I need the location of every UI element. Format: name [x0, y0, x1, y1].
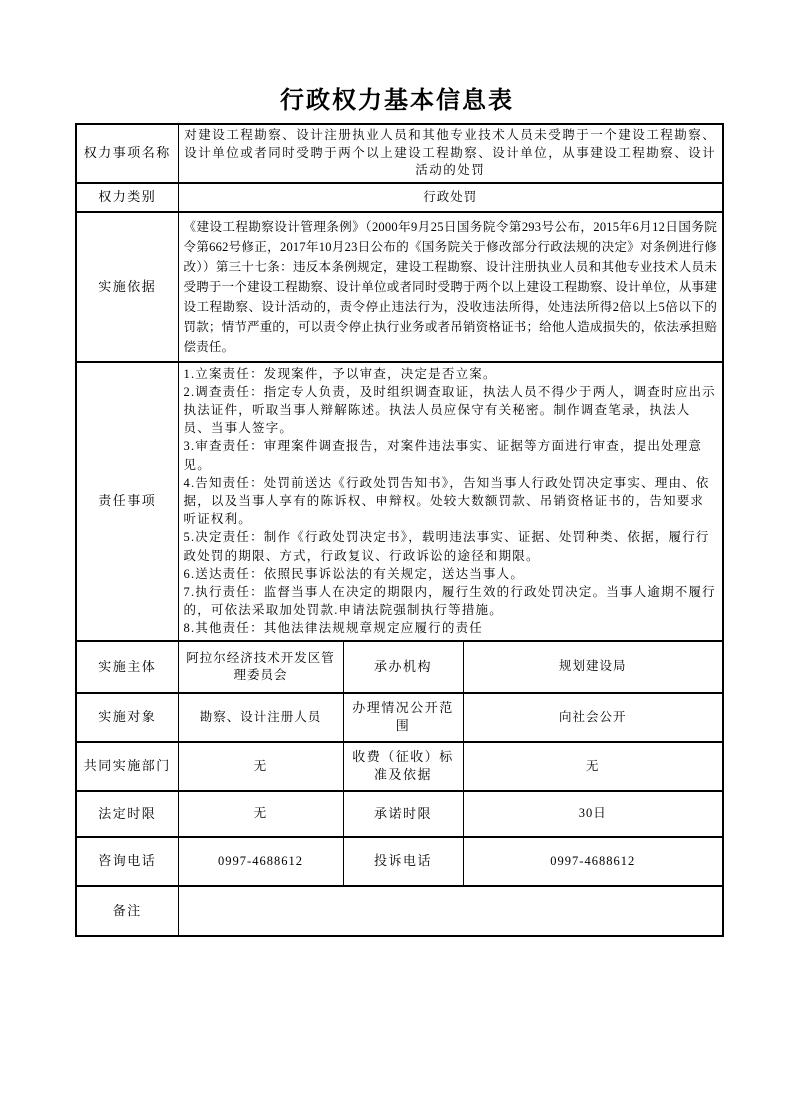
statutory-time-limit-label: 法定时限 [76, 791, 178, 837]
consultation-phone-value: 0997-4688612 [178, 837, 343, 886]
row-phones [76, 837, 723, 886]
responsibility-item-3: 3.审查责任：审理案件调查报告，对案件违法事实、证据等方面进行审查，提出处理意见。 [183, 439, 703, 472]
joint-departments-label: 共同实施部门 [76, 742, 178, 791]
implementation-subject-label: 实施主体 [76, 641, 178, 693]
responsibility-item-4: 4.告知责任：处罚前送达《行政处罚告知书》，告知当事人行政处罚决定事实、理由、依据，以及当事人享有的陈诉权、申辩权。处较大数额罚款、吊销资格证书的，告知要求听证权利。 [183, 475, 710, 527]
implementation-subject-value: 阿拉尔经济技术开发区管理委员会 [178, 641, 343, 693]
joint-departments-value: 无 [178, 742, 343, 791]
power-name-label: 权力事项名称 [76, 124, 178, 183]
responsibility-item-6: 6.送达责任：依照民事诉讼法的有关规定，送达当事人。 [183, 566, 525, 581]
responsibility-item-5: 5.决定责任：制作《行政处罚决定书》，载明违法事实、证据、处罚种类、依据，履行行政处罚的期限、方式，行政复议、行政诉讼的途径和期限。 [183, 530, 710, 563]
row-time-limits [76, 791, 723, 837]
power-category-value: 行政处罚 [178, 183, 723, 212]
responsibility-item-2: 2.调查责任：指定专人负责，及时组织调查取证，执法人员不得少于两人，调查时应出示执法证件，听取当事人辩解陈述。执法人员应保守有关秘密。制作调查笔录，执法人员、当事人签字。 [183, 384, 716, 436]
statutory-time-limit-value: 无 [178, 791, 343, 837]
implementation-object-label: 实施对象 [76, 693, 178, 742]
complaint-phone-value: 0997-4688612 [463, 837, 723, 886]
row-responsibility [76, 362, 723, 641]
responsibility-value [178, 362, 723, 641]
promised-time-limit-label: 承诺时限 [343, 791, 463, 837]
row-implementation-object [76, 693, 723, 742]
responsibility-item-1: 1.立案责任：发现案件，予以审查，决定是否立案。 [183, 366, 497, 381]
remarks-label: 备注 [76, 886, 178, 936]
row-power-name [76, 124, 723, 183]
disclosure-scope-value: 向社会公开 [463, 693, 723, 742]
undertaking-agency-label: 承办机构 [343, 641, 463, 693]
document-title: 行政权力基本信息表 [280, 88, 514, 114]
implementation-object-value: 勘察、设计注册人员 [178, 693, 343, 742]
info-table [75, 123, 724, 937]
responsibility-label: 责任事项 [76, 362, 178, 641]
row-implementation-subject [76, 641, 723, 693]
responsibility-item-8: 8.其他责任：其他法律法规规章规定应履行的责任 [183, 621, 483, 636]
complaint-phone-label: 投诉电话 [343, 837, 463, 886]
consultation-phone-label: 咨询电话 [76, 837, 178, 886]
power-name-value: 对建设工程勘察、设计注册执业人员和其他专业技术人员未受聘于一个建设工程勘察、设计单位或者同时受聘于两个以上建设工程勘察、设计单位，从事建设工程勘察、设计活动的处罚 [178, 124, 723, 183]
implementation-basis-label: 实施依据 [76, 212, 178, 362]
row-power-category [76, 183, 723, 212]
disclosure-scope-label: 办理情况公开范围 [343, 693, 463, 742]
fee-standard-value: 无 [463, 742, 723, 791]
responsibility-item-7: 7.执行责任：监督当事人在决定的期限内，履行生效的行政处罚决定。当事人逾期不履行的，可依法采取加处罚款.申请法院强制执行等措施。 [183, 584, 716, 618]
power-category-label: 权力类别 [76, 183, 178, 212]
undertaking-agency-value: 规划建设局 [463, 641, 723, 693]
row-implementation-basis [76, 212, 723, 362]
row-remarks [76, 886, 723, 936]
row-joint-departments [76, 742, 723, 791]
implementation-basis-value: 《建设工程勘察设计管理条例》（2000年9月25日国务院令第293号公布，2015年6月12日国务院令第662号修正，2017年10月23日公布的《国务院关于修改部分行政法规的决定》对条例进行修改））第三十七条：违反本条例规定，建设工程勘察、设计注册执业人员和其他专业技术人员未受聘于一个建设工程勘察、设计单位或者同时受聘于两个以上建设工程勘察、设计单位，从事建设工程勘察、设计活动的，责令停止违法行为，没收违法所得，处违法所得2倍以上5倍以下的罚款；情节严重的，可以责令停止执行业务或者吊销资格证书；给他人造成损失的，依法承担赔偿责任。 [178, 212, 723, 362]
remarks-value [178, 886, 723, 936]
fee-standard-label: 收费（征收）标准及依据 [343, 742, 463, 791]
promised-time-limit-value: 30日 [463, 791, 723, 837]
